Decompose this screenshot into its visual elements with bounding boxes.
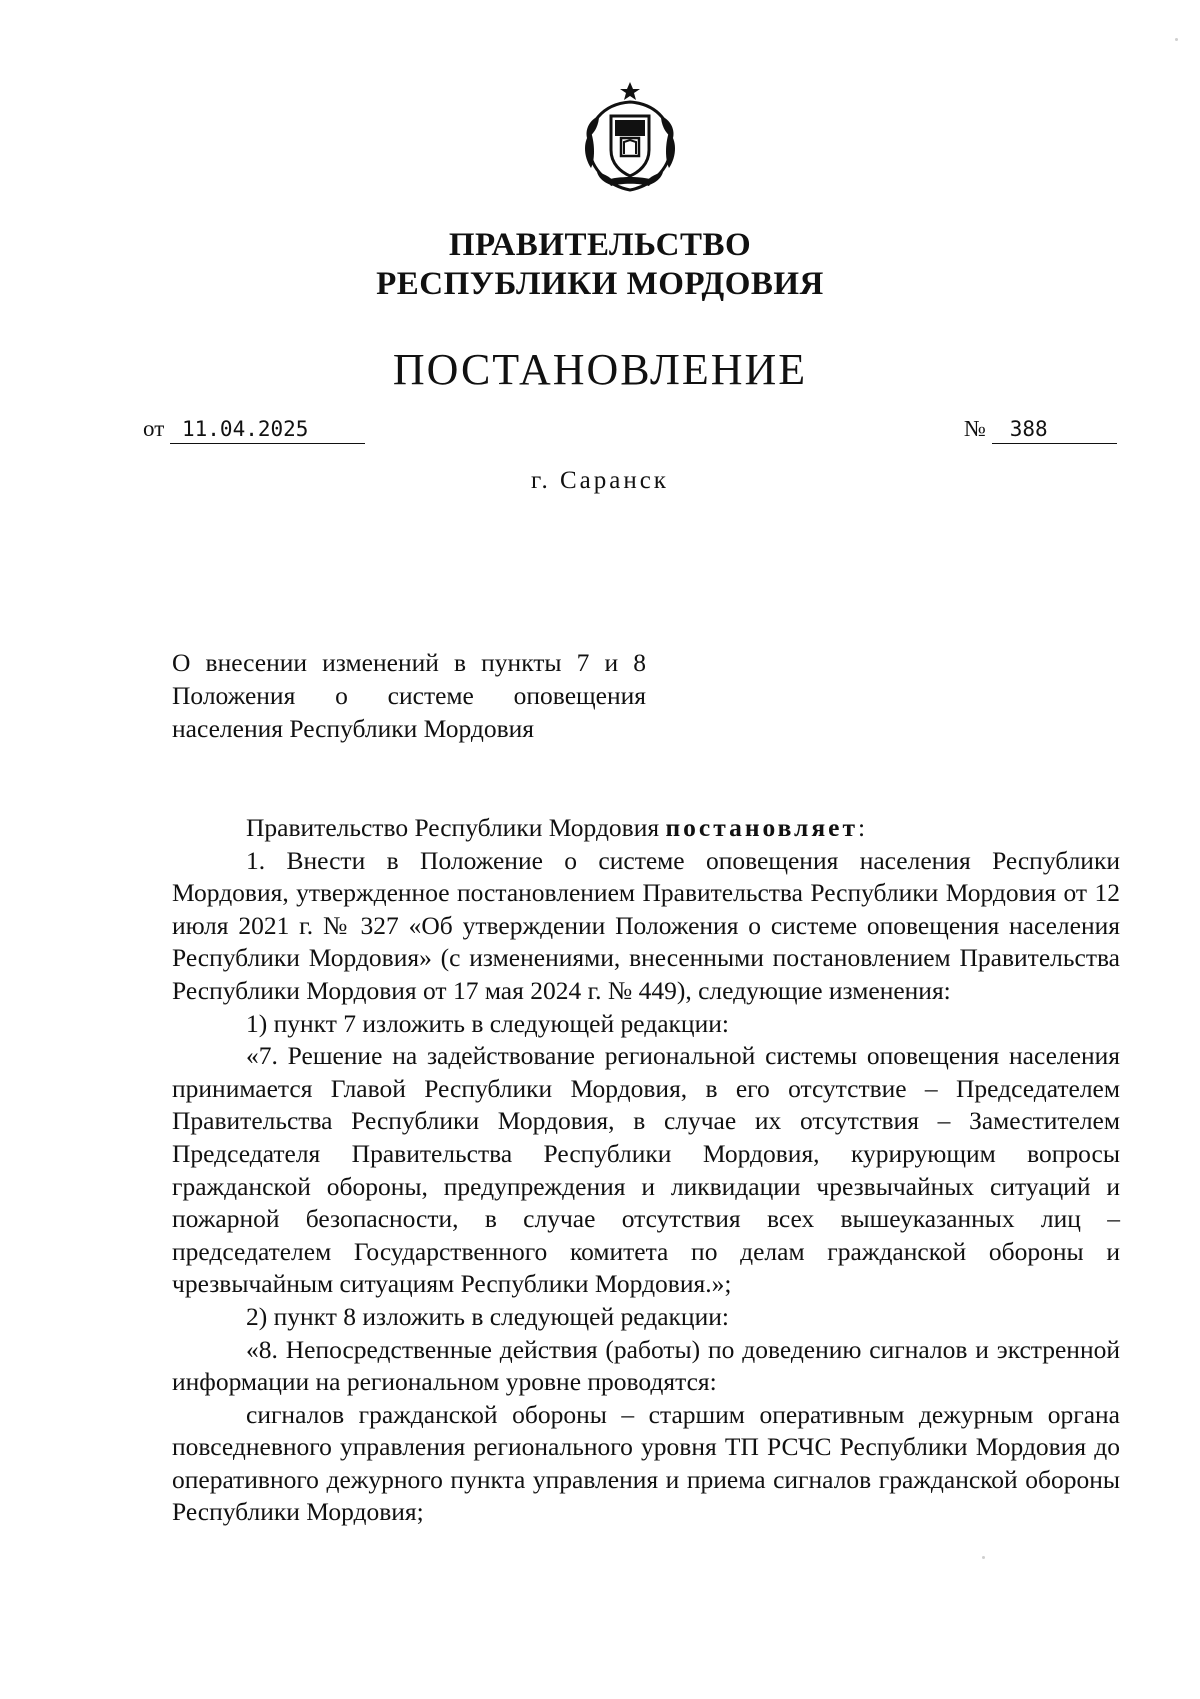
body-paragraph: сигналов гражданской обороны – старшим оперативным дежурным органа повседневного управления регионального уровня ТП РСЧС Республики Мордовия до оперативного дежурного пункта управления и приема сигналов гражданской обороны Республики Мордовия; (172, 1399, 1120, 1527)
date-prefix: от (143, 416, 165, 441)
number-field (964, 414, 1117, 444)
date-value: 11.04.2025 (170, 416, 365, 444)
document-body (172, 812, 1120, 1529)
number-value: 388 (992, 416, 1117, 444)
body-paragraph: «7. Решение на задействование региональной системы оповещения населения принимается Главой Республики Мордовия, в его отсутствие – Председателем Правительства Республики Мордовия, в случае их отсутствия – Заместителем Председателя Правительства Республики Мордовия, курирующим вопросы гражданской обороны, предупреждения и ликвидации чрезвычайных ситуаций и пожарной безопасности, в случае отсутствия всех вышеуказанных лиц – председателем Государственного комитета по делам гражданской обороны и чрезвычайным ситуациям Республики Мордовия.»; (172, 1041, 1120, 1299)
city-line: г. Саранск (531, 467, 669, 494)
scan-artifact (1175, 38, 1178, 41)
intro-paragraph (172, 812, 1120, 845)
subject-line: населения Республики Мордовия (172, 714, 534, 743)
number-prefix: № (964, 416, 986, 441)
body-paragraph: 2) пункт 8 изложить в следующей редакции: (246, 1301, 729, 1331)
scan-artifact (982, 1556, 985, 1559)
subject-line: О внесении изменений в пункты 7 и 8 (172, 648, 646, 677)
document-type-heading: ПОСТАНОВЛЕНИЕ (392, 345, 808, 394)
intro-prefix: Правительство Республики Мордовия (246, 813, 666, 842)
subject-line: Положения о системе оповещения (172, 681, 646, 710)
body-paragraph: 1) пункт 7 изложить в следующей редакции: (246, 1008, 729, 1038)
organization-title-line1: ПРАВИТЕЛЬСТВО (448, 227, 752, 263)
date-field (143, 414, 365, 444)
body-paragraph: «8. Непосредственные действия (работы) по доведению сигналов и экстренной информации на региональном уровне проводятся: (172, 1334, 1120, 1397)
intro-suffix: : (858, 813, 866, 842)
organization-title-line2: РЕСПУБЛИКИ МОРДОВИЯ (376, 266, 824, 302)
coat-of-arms-mordovia-icon (577, 80, 683, 196)
body-paragraph: 1. Внести в Положение о системе оповещения населения Республики Мордовия, утвержденное постановлением Правительства Республики Мордовия от 12 июля 2021 г. № 327 «Об утверждении Положения о системе оповещения населения Республики Мордовия» (с изменениями, внесенными постановлением Правительства Республики Мордовия от 17 мая 2024 г. № 449), следующие изменения: (172, 845, 1120, 1005)
coat-of-arms-emblem (577, 80, 683, 196)
intro-emphasis: постановляет (665, 813, 859, 842)
document-subject (172, 646, 646, 745)
